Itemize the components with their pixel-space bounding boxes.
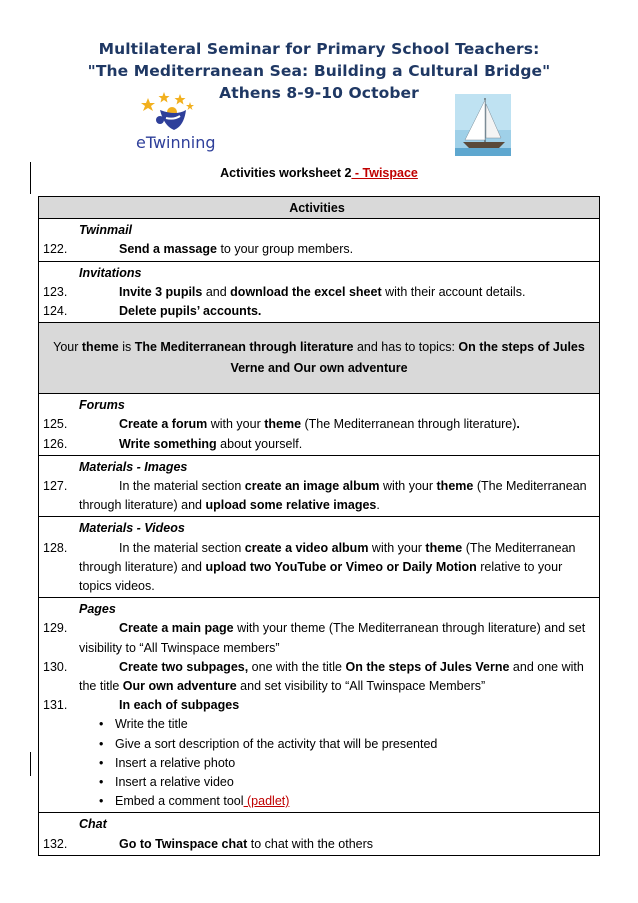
bullet-item (43, 735, 591, 754)
item-bold-text: In each of subpages (119, 698, 240, 713)
theme-text: and has to topics: (353, 340, 459, 355)
bullet-item (43, 754, 591, 773)
item-text: In the material section (119, 479, 245, 494)
theme-bold-text: theme (81, 340, 119, 355)
bullet-item (43, 715, 591, 734)
item-text: one with the title (248, 659, 346, 674)
list-item (43, 696, 591, 715)
list-item (43, 658, 591, 696)
list-item (43, 283, 591, 302)
item-text: (The Mediterranean through literature) (301, 417, 517, 432)
item-text: with your (368, 540, 426, 555)
theme-bold-text: The Mediterranean through literature (134, 340, 354, 355)
item-number: 122. (43, 242, 68, 257)
list-item (43, 619, 591, 657)
item-text: . (376, 498, 380, 513)
bullet-text: Insert a relative photo (115, 755, 236, 770)
header-line-3: Athens 8-9-10 October (219, 84, 419, 102)
item-text: to chat with the others (247, 836, 374, 851)
item-number: 124. (43, 304, 68, 319)
forums-section (39, 394, 600, 456)
bullet-text: Embed a comment tool (115, 794, 244, 809)
etwinning-logo-text: eTwinning (136, 133, 216, 152)
item-bold-text: Create a forum (119, 417, 208, 432)
bullet-icon: • (99, 736, 104, 751)
padlet-link[interactable]: (padlet) (243, 794, 290, 809)
table-header: Activities (39, 197, 600, 219)
list-item (43, 302, 591, 321)
item-bold-text: Delete pupils’ accounts. (119, 304, 262, 319)
margin-change-bar (30, 752, 31, 776)
item-number: 123. (43, 284, 68, 299)
item-text: about yourself. (216, 436, 303, 451)
header-line-2: "The Mediterranean Sea: Building a Cultural Bridge" (87, 62, 551, 80)
bullet-icon: • (99, 755, 104, 770)
item-number: 132. (43, 836, 68, 851)
section-title: Invitations (79, 265, 142, 280)
theme-text: Your (53, 340, 82, 355)
section-title: Twinmail (79, 223, 133, 238)
item-text: and one with the title (79, 659, 584, 694)
bullet-item (43, 792, 591, 811)
worksheet-title-suffix: - Twispace (351, 166, 418, 180)
theme-bold-text: On the steps of Jules Verne and Our own adventure (230, 340, 585, 376)
item-number: 130. (43, 659, 68, 674)
item-bold-text: upload some relative images (205, 498, 377, 513)
item-bold-text: theme (264, 417, 302, 432)
bullet-icon: • (99, 794, 104, 809)
item-text: with your theme (The Mediterranean through literature) and set visibility to “All Twinspace members” (79, 621, 586, 655)
document-header (0, 38, 638, 104)
bullet-icon: • (99, 775, 104, 790)
list-item (43, 477, 591, 515)
bullet-icon: • (99, 717, 104, 732)
list-item (43, 835, 591, 854)
item-text: with their account details. (381, 284, 526, 299)
item-bold-text: upload two YouTube or Vimeo or Daily Motion (205, 559, 477, 574)
item-bold-text: Create a main page (119, 621, 234, 636)
list-item (43, 415, 591, 434)
item-bold-text: create a video album (244, 540, 369, 555)
sailboat-image (455, 94, 511, 156)
item-text: with your (379, 479, 437, 494)
item-bold-text: Write something (119, 436, 217, 451)
item-bold-text: theme (425, 540, 463, 555)
bullet-text: Insert a relative video (115, 775, 234, 790)
item-text: In the material section (119, 540, 245, 555)
header-line-1: Multilateral Seminar for Primary School Teachers: (98, 40, 540, 58)
twinmail-section (39, 219, 600, 261)
item-bold-text: theme (436, 479, 474, 494)
videos-section (39, 517, 600, 598)
item-number: 125. (43, 417, 68, 432)
section-title: Pages (79, 602, 116, 617)
chat-section (39, 813, 600, 855)
item-text: with your (207, 417, 265, 432)
item-text: to your group members. (216, 242, 354, 257)
item-text: (The Mediterranean through literature) and (79, 540, 576, 574)
item-text: and set visibility to “All Twinspace Members” (236, 679, 486, 694)
item-number: 128. (43, 540, 68, 555)
item-bold-text: create an image album (244, 479, 380, 494)
item-bold-text: Invite 3 pupils (119, 284, 203, 299)
section-title: Materials - Videos (79, 521, 185, 536)
pages-section (39, 598, 600, 813)
item-bold-text: download the excel sheet (230, 284, 382, 299)
worksheet-title (0, 166, 638, 180)
item-number: 129. (43, 621, 68, 636)
etwinning-logo (130, 90, 226, 154)
item-bold-text: Our own adventure (122, 679, 237, 694)
list-item (43, 539, 591, 597)
theme-text: is (118, 340, 135, 355)
item-text: and (202, 284, 231, 299)
list-item (43, 240, 591, 259)
item-text: (The Mediterranean through literature) and (79, 479, 587, 513)
item-number: 131. (43, 698, 68, 713)
section-title: Chat (79, 817, 107, 832)
section-title: Materials - Images (79, 459, 188, 474)
item-number: 126. (43, 436, 68, 451)
item-bold-text: Send a massage (119, 242, 217, 257)
invitations-section (39, 261, 600, 323)
section-title: Forums (79, 398, 125, 413)
bullet-text: Write the title (115, 717, 188, 732)
item-bold-text: Create two subpages, (119, 659, 249, 674)
item-bold-text: Go to Twinspace chat (119, 836, 248, 851)
list-item (43, 435, 591, 454)
theme-row (39, 323, 600, 394)
item-text: relative to your topics videos. (79, 559, 563, 594)
activities-table (38, 196, 600, 856)
item-number: 127. (43, 479, 68, 494)
bullet-text: Give a sort description of the activity that will be presented (115, 736, 438, 751)
bullet-item (43, 773, 591, 792)
worksheet-title-main: Activities worksheet 2 (220, 166, 352, 180)
item-bold-text: On the steps of Jules Verne (345, 659, 510, 674)
item-bold-text: . (516, 417, 520, 432)
images-section (39, 455, 600, 517)
